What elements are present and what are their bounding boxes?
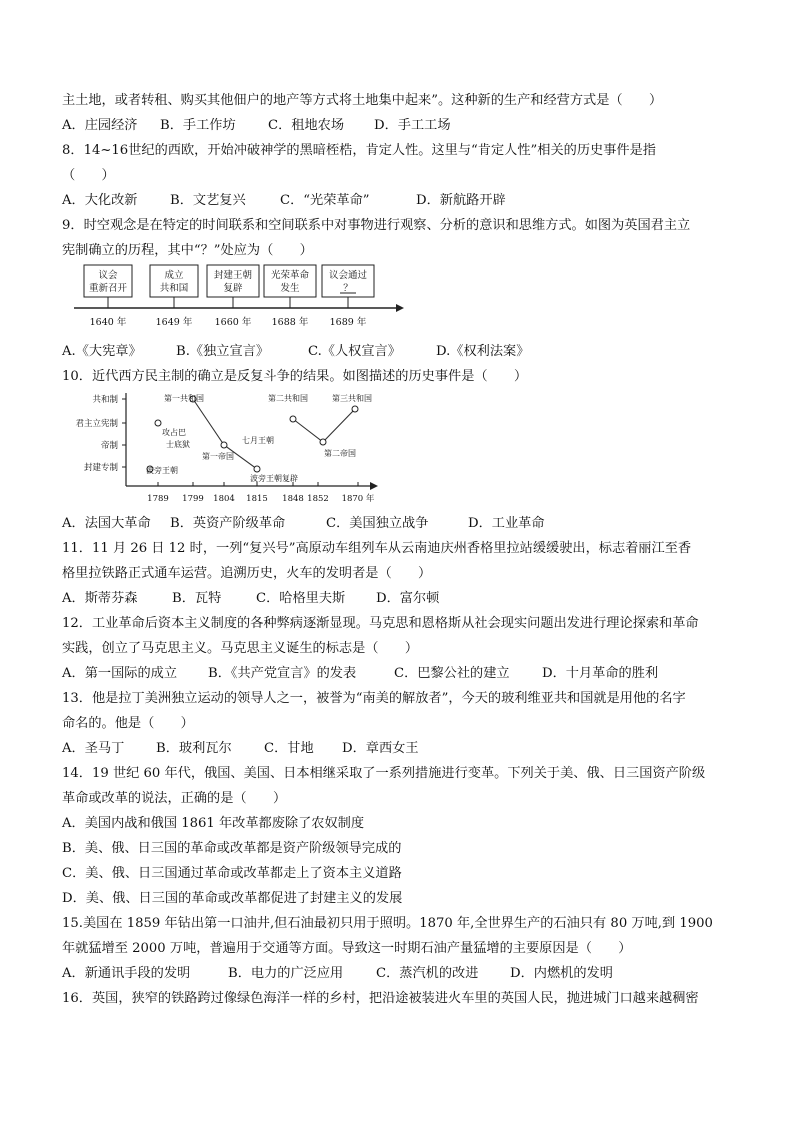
- option-d[interactable]: D．手工工场: [374, 118, 451, 133]
- x-label: 1799: [182, 494, 204, 504]
- x-label: 1852: [307, 494, 329, 504]
- q8-stem-cont: （ ）: [62, 168, 115, 183]
- option-c[interactable]: C．哈格里夫斯: [256, 591, 346, 606]
- y-label: 帝制: [100, 441, 118, 451]
- annotation: 士底狱: [166, 440, 190, 449]
- option-b[interactable]: B．美、俄、日三国的革命或改革都是资产阶级领导完成的: [62, 841, 402, 856]
- option-a[interactable]: A．美国内战和俄国 1861 年改革都废除了农奴制度: [62, 816, 365, 831]
- event-year: 1689 年: [329, 317, 367, 328]
- event-label: 重新召开: [88, 283, 128, 294]
- annotation: 第三共和国: [332, 394, 372, 403]
- event-label: 议会通过: [328, 270, 368, 281]
- option-b[interactable]: B．《共产党宣言》的发表: [208, 666, 357, 681]
- annotation: 第一帝国: [202, 452, 234, 461]
- timeline-event: [322, 265, 374, 328]
- x-label: 1848: [282, 494, 304, 504]
- option-d[interactable]: D．内燃机的发明: [510, 966, 613, 981]
- option-d[interactable]: D．十月革命的胜利: [542, 666, 659, 681]
- q7-options: [62, 113, 742, 138]
- option-d[interactable]: D.《权利法案》: [436, 344, 530, 359]
- option-a[interactable]: A．庄园经济: [62, 118, 138, 133]
- q11-stem-cont: 格里拉铁路正式通车运营。追溯历史，火车的发明者是（ ）: [62, 566, 432, 581]
- event-label: 光荣革命: [270, 270, 310, 281]
- q14-stem: 14．19 世纪 60 年代，俄国、美国、日本相继采取了一系列措施进行变革。下列关于美、俄、日三国资产阶级: [62, 766, 706, 781]
- annotation: 第二帝国: [324, 449, 356, 458]
- event-year: 1640 年: [89, 317, 127, 328]
- q9-stem: 9．时空观念是在特定的时间联系和空间联系中对事物进行观察、分析的意识和思维方式。如图为英国君主立: [62, 218, 691, 233]
- annotation: 第二共和国: [268, 394, 308, 403]
- q11-stem: 11．11 月 26 日 12 时，一列“复兴号”高原动车组列车从云南迪庆州香格里拉站缓缓驶出，标志着丽江至香: [62, 541, 692, 556]
- q9-timeline-figure: [62, 263, 742, 339]
- option-c[interactable]: C．“光荣革命”: [280, 193, 370, 208]
- event-label: 复辟: [223, 283, 243, 294]
- option-b[interactable]: B．文艺复兴: [170, 193, 246, 208]
- x-label: 1870 年: [341, 494, 375, 504]
- option-a[interactable]: A．斯蒂芬森: [62, 591, 138, 606]
- option-d[interactable]: D．富尔顿: [376, 591, 440, 606]
- option-d[interactable]: D．工业革命: [468, 516, 545, 531]
- q13-options: [62, 736, 742, 761]
- y-label: 共和制: [92, 395, 118, 405]
- option-c[interactable]: C．美、俄、日三国通过革命或改革都走上了资本主义道路: [62, 866, 402, 881]
- q9-options: [62, 339, 742, 364]
- q7-stem-tail: 主土地，或者转租、购买其他佃户的地产等方式将土地集中起来”。这种新的生产和经营方式是（ ）: [62, 93, 663, 108]
- annotation: 七月王朝: [242, 436, 274, 445]
- event-label: 议会: [98, 270, 118, 281]
- q10-options: [62, 511, 742, 536]
- annotation: 波旁王朝复辟: [250, 474, 298, 483]
- q16-stem: 16．英国，狭窄的铁路跨过像绿色海洋一样的乡村，把沿途被装进火车里的英国人民，抛进城门口越来越稠密: [62, 991, 699, 1006]
- option-b[interactable]: B．英资产阶级革命: [170, 516, 286, 531]
- option-a[interactable]: A.《大宪章》: [62, 344, 142, 359]
- event-label: 封建王朝: [213, 270, 253, 281]
- option-c[interactable]: C.《人权宣言》: [308, 344, 401, 359]
- event-year: 1649 年: [155, 317, 193, 328]
- y-label: 君主立宪制: [75, 419, 118, 429]
- option-c[interactable]: C．租地农场: [268, 118, 345, 133]
- option-b[interactable]: B．电力的广泛应用: [228, 966, 344, 981]
- event-label: 成立: [164, 270, 184, 281]
- q10-regime-chart: [62, 389, 392, 511]
- annotation: 攻占巴: [162, 428, 186, 437]
- q15-stem: 15.美国在 1859 年钻出第一口油井,但石油最初只用于照明。1870 年,全世界生产的石油只有 80 万吨,到 1900: [62, 916, 713, 931]
- option-c[interactable]: C．蒸汽机的改进: [376, 966, 479, 981]
- option-a[interactable]: A．法国大革命: [62, 516, 151, 531]
- q15-options: [62, 961, 742, 986]
- q10-chart-figure: [62, 389, 742, 511]
- arrow-icon: [396, 304, 404, 312]
- q14-stem-cont: 革命或改革的说法，正确的是（ ）: [62, 791, 287, 806]
- event-label: ？: [343, 283, 353, 294]
- option-d[interactable]: D．新航路开辟: [416, 193, 506, 208]
- q9-timeline: [62, 263, 422, 339]
- q15-stem-cont: 年就猛增至 2000 万吨，普遍用于交通等方面。导致这一时期石油产量猛增的主要原因是（ ）: [62, 941, 632, 956]
- option-c[interactable]: C．巴黎公社的建立: [394, 666, 510, 681]
- x-label: 1804: [213, 494, 235, 504]
- option-a[interactable]: A．圣马丁: [62, 741, 125, 756]
- option-a[interactable]: A．第一国际的成立: [62, 666, 178, 681]
- option-d[interactable]: D．章西女王: [342, 741, 419, 756]
- option-b[interactable]: B．手工作坊: [160, 118, 236, 133]
- q11-options: [62, 586, 742, 611]
- option-c[interactable]: C．甘地: [264, 741, 314, 756]
- q12-stem-cont: 实践，创立了马克思主义。马克思主义诞生的标志是（ ）: [62, 641, 419, 656]
- timeline-event: [207, 265, 259, 328]
- option-b[interactable]: B.《独立宣言》: [176, 344, 270, 359]
- q9-stem-cont: 宪制确立的历程，其中“？”处应为（ ）: [62, 243, 313, 258]
- timeline-event: [84, 265, 132, 328]
- q12-stem: 12．工业革命后资本主义制度的各种弊病逐渐显现。马克思和恩格斯从社会现实问题出发进行理论探索和革命: [62, 616, 699, 631]
- q8-stem: 8．14~16世纪的西欧，开始冲破神学的黑暗桎梏，肯定人性。这里与“肯定人性”相关的历史事件是指: [62, 143, 656, 158]
- annotation: 波旁王朝: [146, 466, 178, 475]
- option-a[interactable]: A．新通讯手段的发明: [62, 966, 191, 981]
- x-label: 1815: [246, 494, 268, 504]
- event-year: 1688 年: [271, 317, 309, 328]
- event-label: 共和国: [159, 283, 189, 294]
- timeline-event: [150, 265, 198, 328]
- annotation: 第一共和国: [164, 394, 204, 403]
- option-b[interactable]: B．瓦特: [172, 591, 222, 606]
- q13-stem: 13．他是拉丁美洲独立运动的领导人之一，被誉为“南美的解放者”，今天的玻利维亚共和国就是用他的名字: [62, 691, 686, 706]
- option-c[interactable]: C．美国独立战争: [326, 516, 429, 531]
- event-year: 1660 年: [214, 317, 252, 328]
- q10-stem: 10．近代西方民主制的确立是反复斗争的结果。如图描述的历史事件是（ ）: [62, 369, 528, 384]
- regime-line-2: [293, 409, 355, 442]
- y-label: 封建专制: [83, 463, 118, 473]
- timeline-event: [264, 265, 316, 328]
- option-d[interactable]: D．美、俄、日三国的革命或改革都促进了封建主义的发展: [62, 891, 403, 906]
- arrow-icon: [370, 482, 378, 490]
- option-b[interactable]: B．玻利瓦尔: [156, 741, 232, 756]
- event-label: 发生: [280, 283, 300, 294]
- q8-options: [62, 188, 742, 213]
- q12-options: [62, 661, 742, 686]
- q13-stem-cont: 命名的。他是（ ）: [62, 716, 194, 731]
- option-a[interactable]: A．大化改新: [62, 193, 138, 208]
- exam-page: [62, 88, 742, 1011]
- x-label: 1789: [147, 494, 169, 504]
